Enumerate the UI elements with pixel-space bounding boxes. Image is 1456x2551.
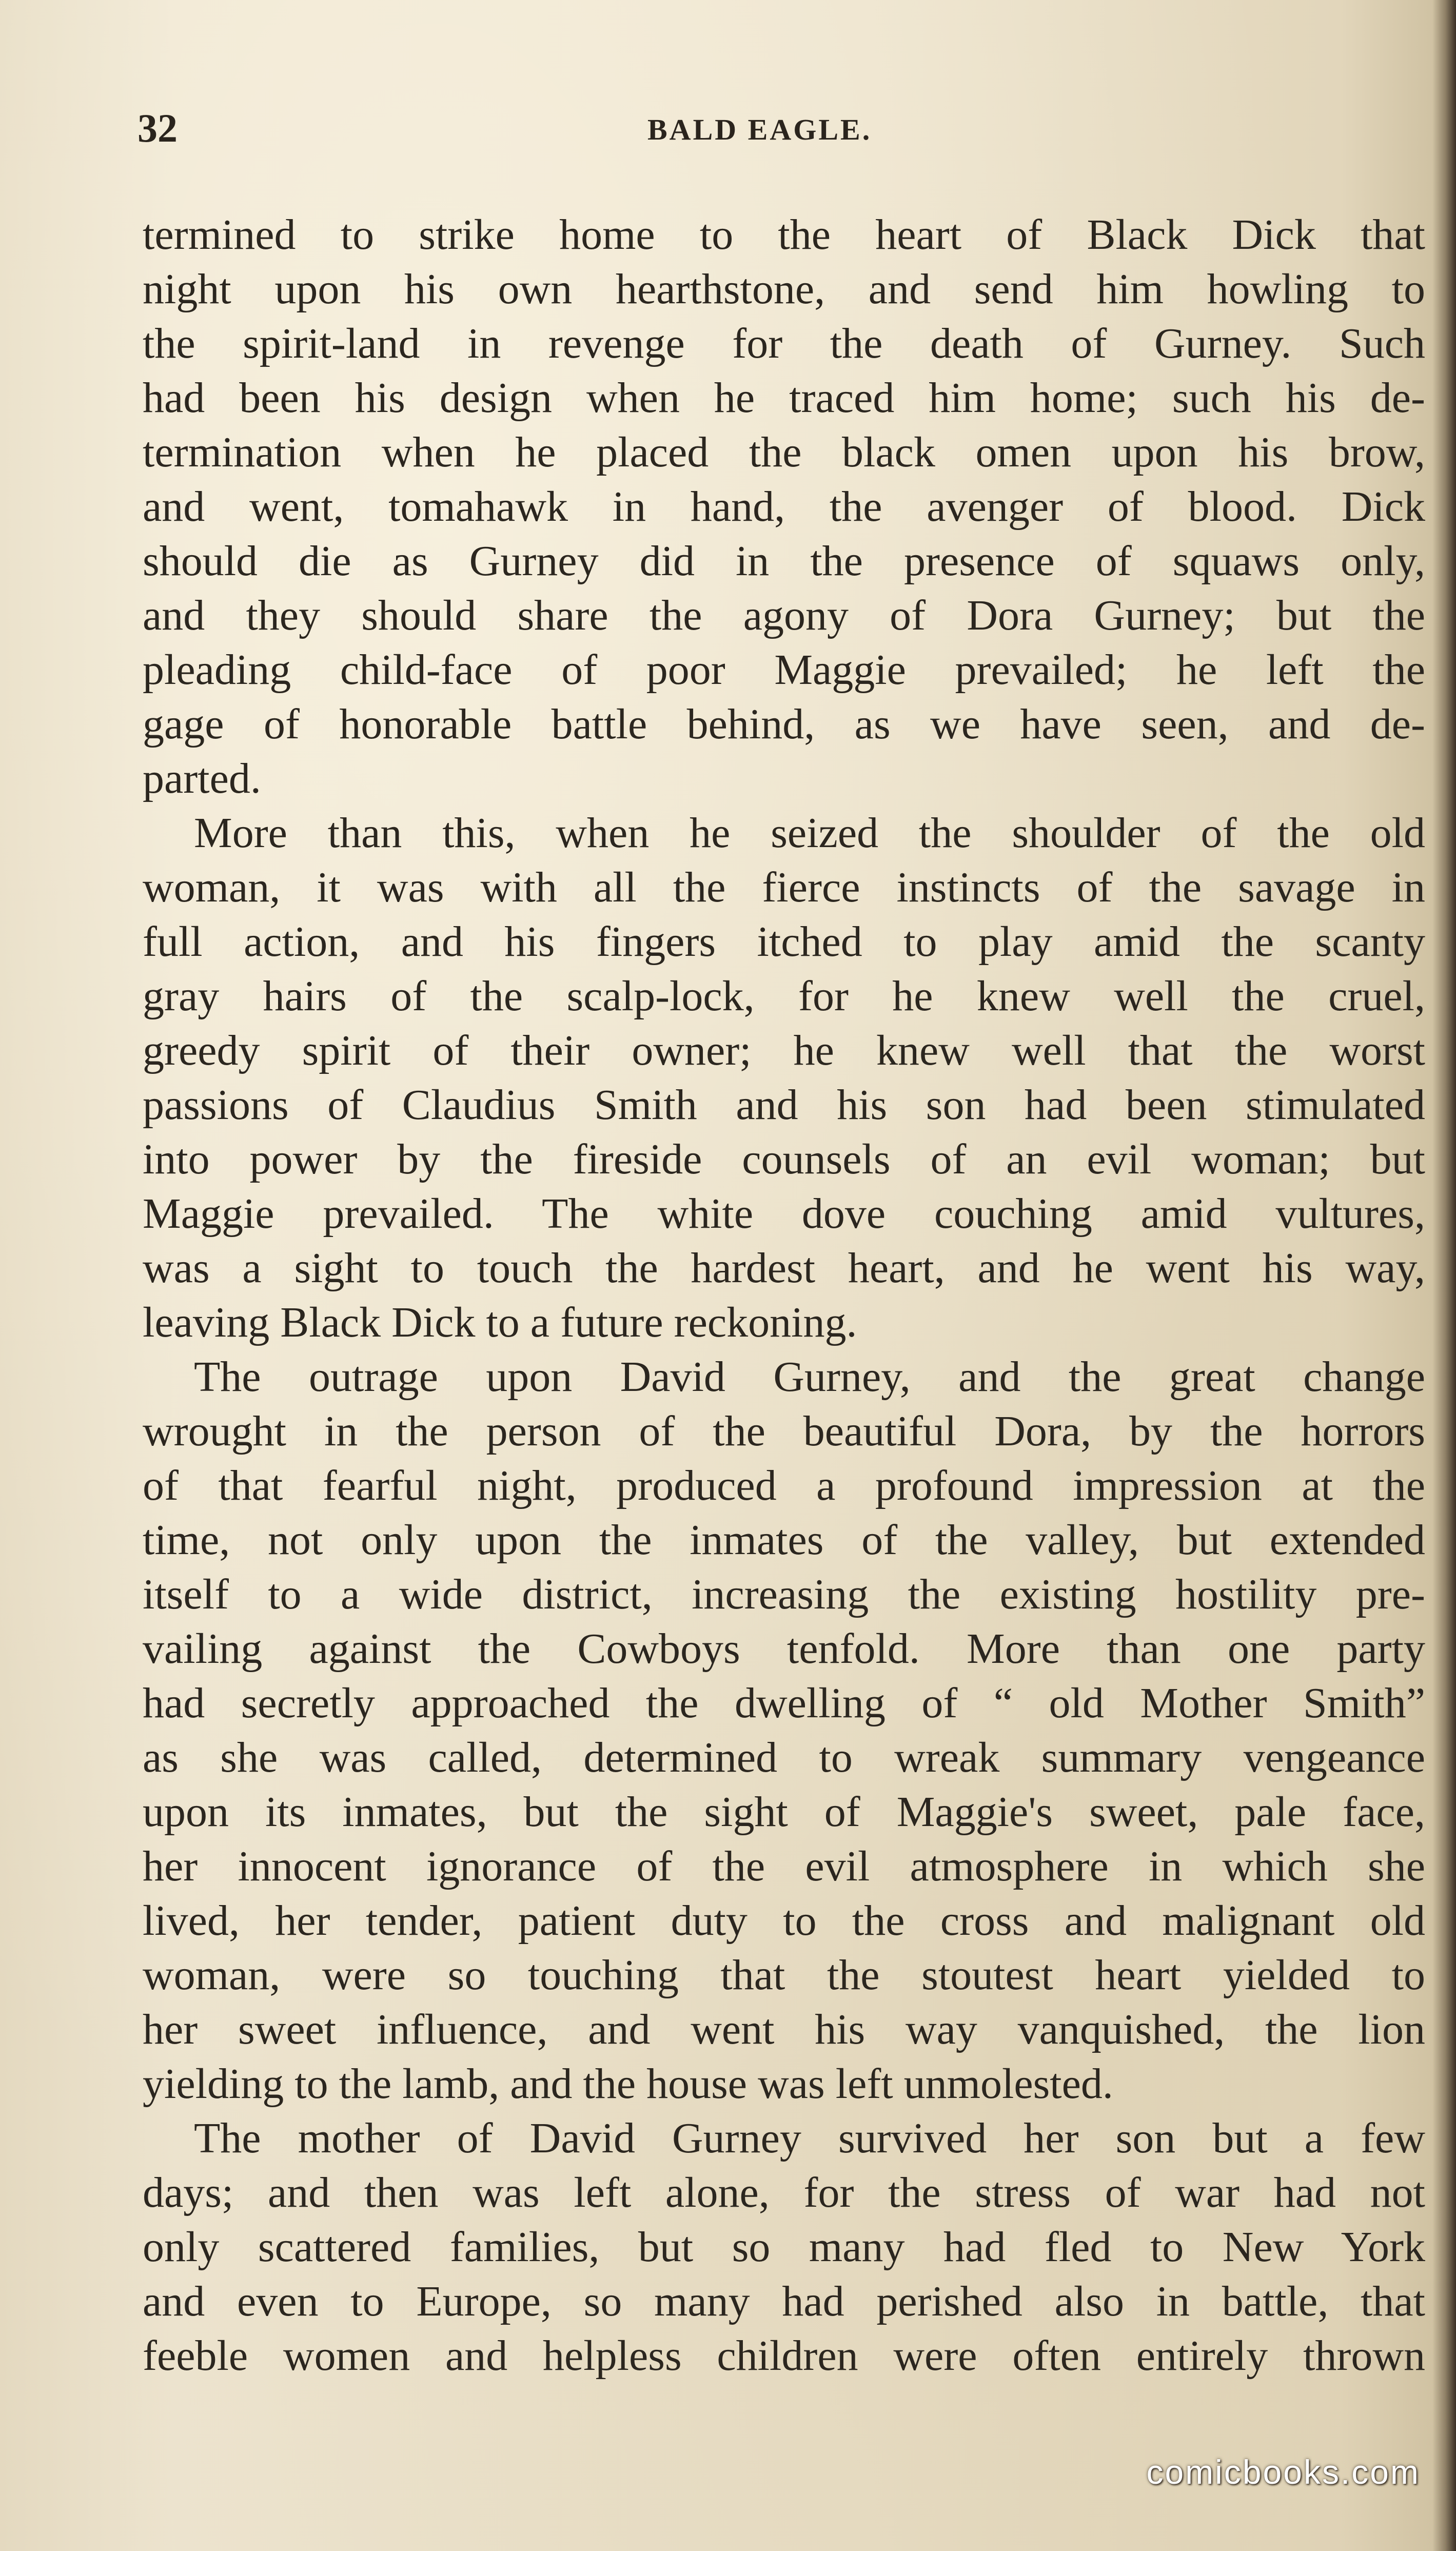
text-line: feeble women and helpless children were often entirely thrown	[143, 2332, 1425, 2380]
page-edge-shadow	[1432, 0, 1456, 2551]
text-line: upon its inmates, but the sight of Maggie's sweet, pale face,	[143, 1788, 1425, 1836]
text-line: as she was called, determined to wreak summary vengeance	[143, 1734, 1425, 1781]
body-text	[143, 208, 1425, 2383]
running-title: BALD EAGLE.	[647, 113, 872, 146]
text-line: Maggie prevailed. The white dove couching amid vultures,	[143, 1190, 1425, 1238]
text-line: yielding to the lamb, and the house was left unmolested.	[143, 2060, 1113, 2108]
text-line: gray hairs of the scalp-lock, for he knew well the cruel,	[143, 972, 1425, 1020]
text-line: itself to a wide district, increasing the existing hostility pre-	[143, 1571, 1425, 1618]
text-line: should die as Gurney did in the presence of squaws only,	[143, 537, 1425, 585]
text-line: her sweet influence, and went his way vanquished, the lion	[143, 2006, 1425, 2053]
text-line: passions of Claudius Smith and his son had been stimulated	[143, 1081, 1425, 1129]
paragraph-start-line: The mother of David Gurney survived her son but a few	[194, 2114, 1425, 2162]
text-line: termined to strike home to the heart of Black Dick that	[143, 211, 1425, 259]
text-line: woman, were so touching that the stoutest heart yielded to	[143, 1951, 1425, 1999]
text-line: was a sight to touch the hardest heart, and he went his way,	[143, 1244, 1425, 1292]
text-line: her innocent ignorance of the evil atmosphere in which she	[143, 1842, 1425, 1890]
text-line: termination when he placed the black omen upon his brow,	[143, 428, 1425, 476]
paragraph-start-line: More than this, when he seized the shoulder of the old	[194, 809, 1425, 857]
running-head	[0, 105, 1456, 162]
text-line: woman, it was with all the fierce instincts of the savage in	[143, 864, 1425, 911]
text-line: parted.	[143, 755, 261, 802]
paragraph-start-line: The outrage upon David Gurney, and the great change	[194, 1353, 1425, 1401]
text-line: of that fearful night, produced a profound impression at the	[143, 1462, 1425, 1509]
text-line: only scattered families, but so many had fled to New York	[143, 2223, 1425, 2271]
text-line: the spirit-land in revenge for the death of Gurney. Such	[143, 320, 1425, 367]
text-line: full action, and his fingers itched to play amid the scanty	[143, 918, 1425, 966]
text-line: and even to Europe, so many had perished also in battle, that	[143, 2278, 1425, 2325]
text-line: lived, her tender, patient duty to the cross and malignant old	[143, 1897, 1425, 1945]
text-line: time, not only upon the inmates of the valley, but extended	[143, 1516, 1425, 1564]
text-line: had secretly approached the dwelling of “ old Mother Smith”	[143, 1679, 1425, 1727]
text-line: greedy spirit of their owner; he knew well that the worst	[143, 1027, 1425, 1074]
text-line: wrought in the person of the beautiful Dora, by the horrors	[143, 1407, 1425, 1455]
text-line: had been his design when he traced him home; such his de-	[143, 374, 1425, 422]
text-line: days; and then was left alone, for the stress of war had not	[143, 2169, 1425, 2216]
text-line: vailing against the Cowboys tenfold. More than one party	[143, 1625, 1425, 1673]
site-watermark: comicbooks.com	[1146, 2453, 1420, 2491]
text-line: into power by the fireside counsels of an evil woman; but	[143, 1135, 1425, 1183]
text-line: pleading child-face of poor Maggie prevailed; he left the	[143, 646, 1425, 694]
text-line: leaving Black Dick to a future reckoning.	[143, 1299, 857, 1346]
page-number: 32	[137, 106, 178, 150]
text-line: and went, tomahawk in hand, the avenger of blood. Dick	[143, 483, 1425, 531]
text-line: gage of honorable battle behind, as we have seen, and de-	[143, 700, 1425, 748]
text-line: and they should share the agony of Dora Gurney; but the	[143, 592, 1425, 639]
text-line: night upon his own hearthstone, and send him howling to	[143, 265, 1425, 313]
